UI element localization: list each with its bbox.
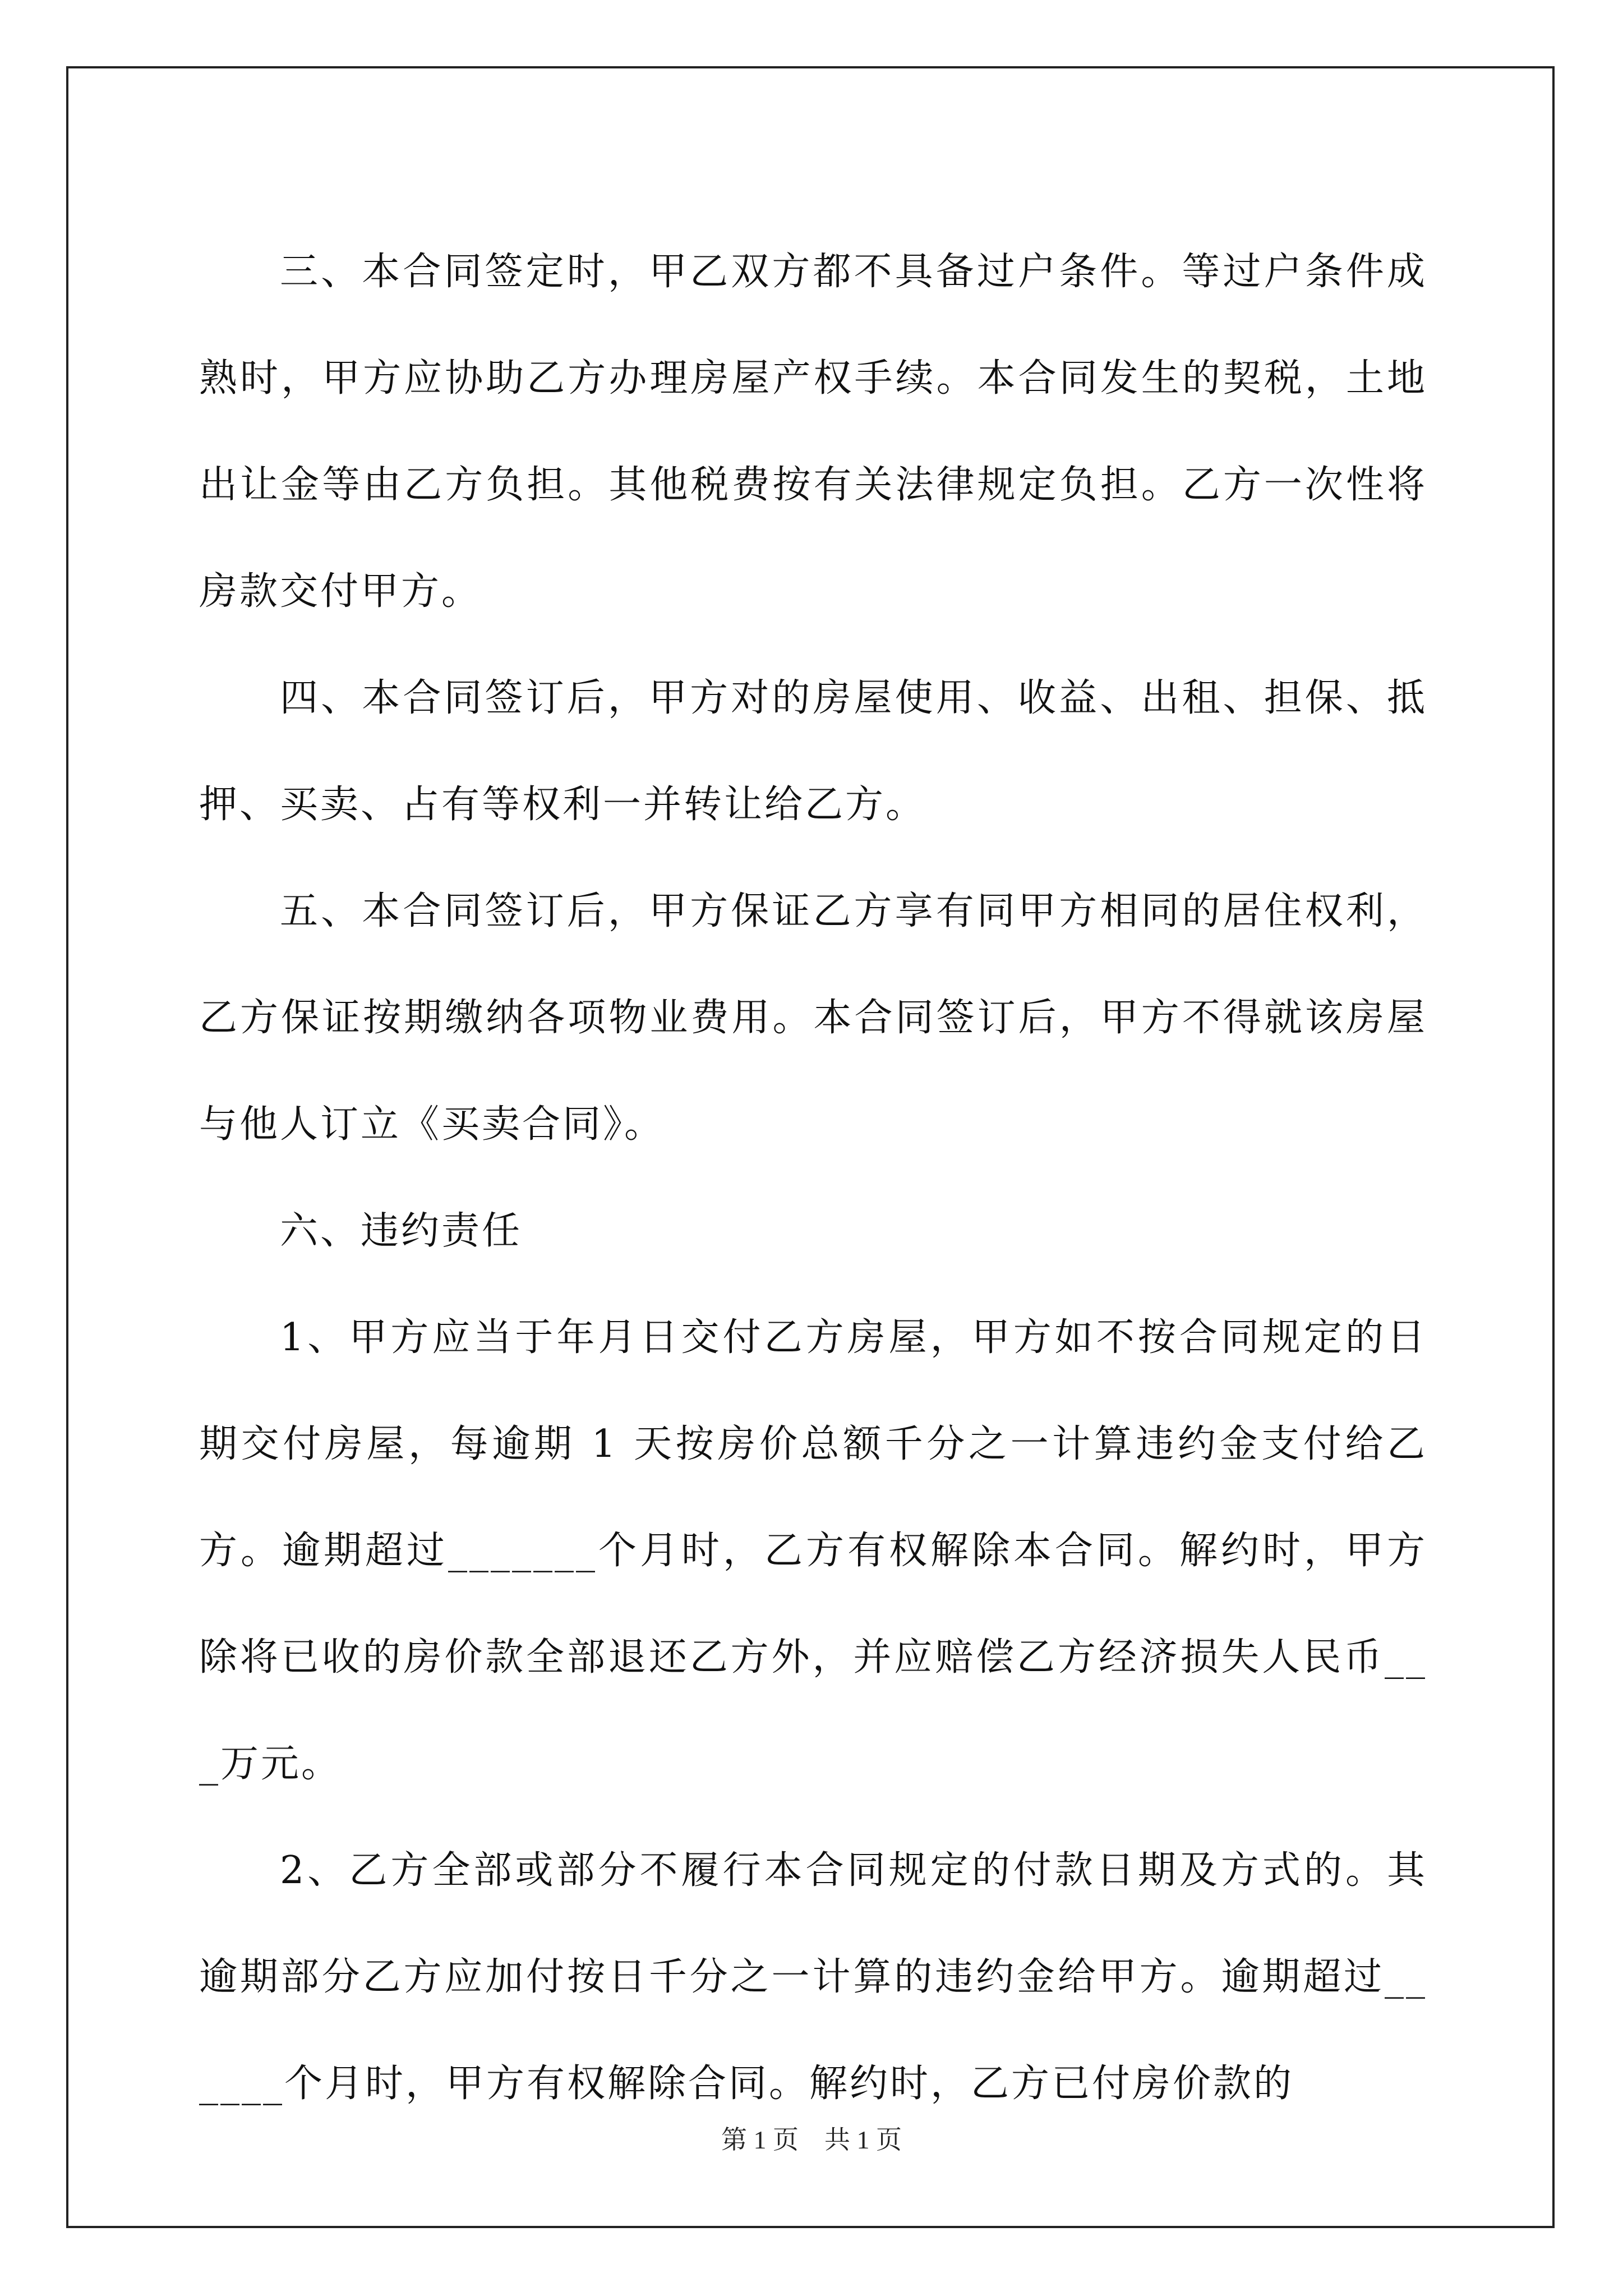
clause-six-item-2: 2、乙方全部或部分不履行本合同规定的付款日期及方式的。其逾期部分乙方应加付按日千分之一计算的违约金给甲方。逾期超过______个月时，甲方有权解除合同。解约时，乙方已付房价款的 — [199, 1848, 1427, 2106]
clause-six-item-1: 1、甲方应当于年月日交付乙方房屋，甲方如不按合同规定的日期交付房屋，每逾期 1 天按房价总额千分之一计算违约金支付给乙方。逾期超过_______个月时，乙方有权解除本合同。解约时，甲方除将已收的房价款全部退还乙方外，并应赔偿乙方经济损失人民币___万元。 — [199, 1315, 1427, 1786]
clause-three: 三、本合同签定时，甲乙双方都不具备过户条件。等过户条件成熟时，甲方应协助乙方办理房屋产权手续。本合同发生的契税，土地出让金等由乙方负担。其他税费按有关法律规定负担。乙方一次性将房款交付甲方。 — [199, 250, 1427, 614]
document-body — [199, 219, 1427, 2137]
clause-five: 五、本合同签订后，甲方保证乙方享有同甲方相同的居住权利，乙方保证按期缴纳各项物业费用。本合同签订后，甲方不得就该房屋与他人订立《买卖合同》。 — [199, 889, 1427, 1147]
clause-four: 四、本合同签订后，甲方对的房屋使用、收益、出租、担保、抵押、买卖、占有等权利一并转让给乙方。 — [199, 676, 1427, 827]
clause-six-heading: 六、违约责任 — [280, 1209, 523, 1253]
page-footer: 第 1 页 共 1 页 — [721, 2125, 902, 2154]
